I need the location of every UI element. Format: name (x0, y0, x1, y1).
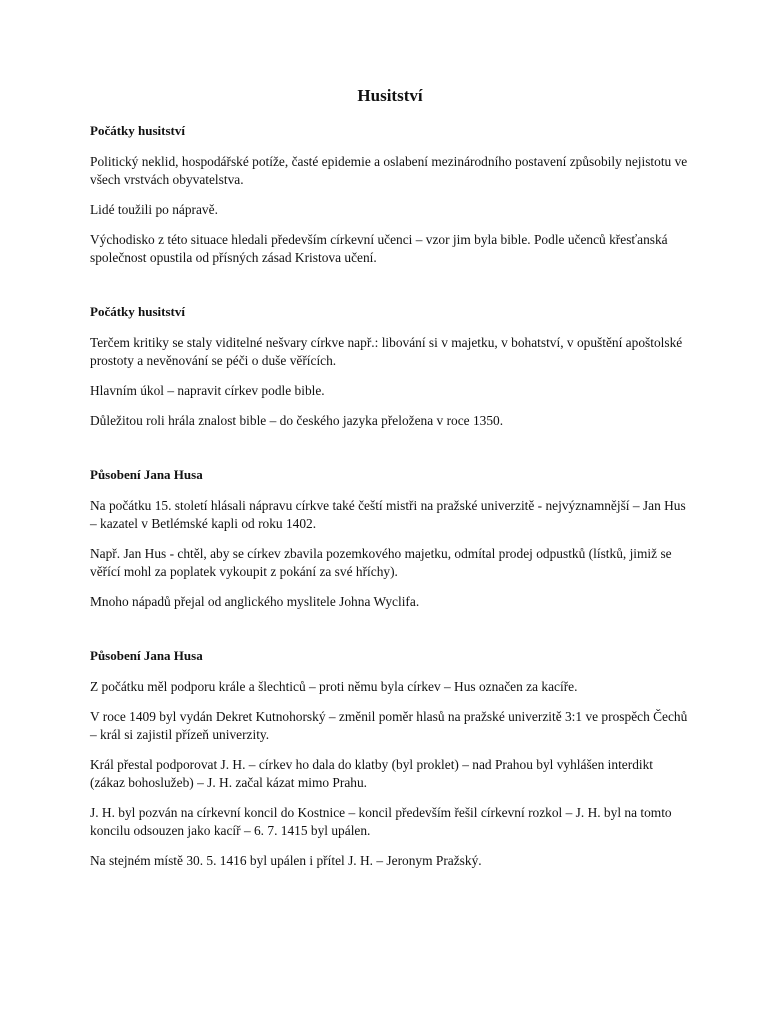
paragraph: Mnoho nápadů přejal od anglického myslitele Johna Wyclifa. (90, 594, 420, 609)
paragraph: Východisko z této situace hledali především církevní učenci – vzor jim byla bible. Podle učenců křesťanská společnost opustila od přísných zásad Kristova učení. (90, 232, 668, 265)
section-pusobeni-jana-husa-2 (90, 647, 690, 870)
paragraph: Např. Jan Hus - chtěl, aby se církev zbavila pozemkového majetku, odmítal prodej odpustků (lístků, jimiž se věřící mohl za poplatek vykoupit z pokání za své hříchy). (90, 546, 672, 579)
paragraph: Důležitou roli hrála znalost bible – do českého jazyka přeložena v roce 1350. (90, 413, 504, 428)
paragraph: Terčem kritiky se staly viditelné nešvary církve např.: libování si v majetku, v bohatství, v opuštění apoštolské prostoty a nevěnování se péči o duše věřících. (90, 335, 683, 368)
section-heading: Počátky husitství (90, 304, 185, 319)
section-pocatky-husitstvi-1 (90, 122, 690, 267)
paragraph: J. H. byl pozván na církevní koncil do Kostnice – koncil především řešil církevní rozkol – J. H. byl na tomto koncilu odsouzen jako kacíř – 6. 7. 1415 byl upálen. (90, 805, 672, 838)
section-heading: Působení Jana Husa (90, 467, 203, 482)
paragraph: V roce 1409 byl vydán Dekret Kutnohorský – změnil poměr hlasů na pražské univerzitě 3:1 ve prospěch Čechů – král si zajistil přízeň univerzity. (90, 709, 688, 742)
paragraph: Lidé toužili po nápravě. (90, 202, 218, 217)
section-heading: Působení Jana Husa (90, 648, 203, 663)
paragraph: Politický neklid, hospodářské potíže, časté epidemie a oslabení mezinárodního postavení způsobily nejistotu ve všech vrstvách obyvatelstva. (90, 154, 688, 187)
section-pusobeni-jana-husa-1 (90, 466, 690, 611)
paragraph: Na počátku 15. století hlásali nápravu církve také čeští mistři na pražské univerzitě - nejvýznamnější – Jan Hus – kazatel v Betlémské kapli od roku 1402. (90, 498, 686, 531)
paragraph: Na stejném místě 30. 5. 1416 byl upálen i přítel J. H. – Jeronym Pražský. (90, 853, 482, 868)
document-title: Husitství (357, 86, 423, 105)
section-pocatky-husitstvi-2 (90, 303, 690, 430)
document-page (90, 84, 690, 906)
paragraph: Hlavním úkol – napravit církev podle bible. (90, 383, 325, 398)
paragraph: Král přestal podporovat J. H. – církev ho dala do klatby (byl proklet) – nad Prahou byl vyhlášen interdikt (zákaz bohoslužeb) – J. H. začal kázat mimo Prahu. (90, 757, 654, 790)
paragraph: Z počátku měl podporu krále a šlechticů – proti němu byla církev – Hus označen za kacíře. (90, 679, 578, 694)
section-heading: Počátky husitství (90, 123, 185, 138)
